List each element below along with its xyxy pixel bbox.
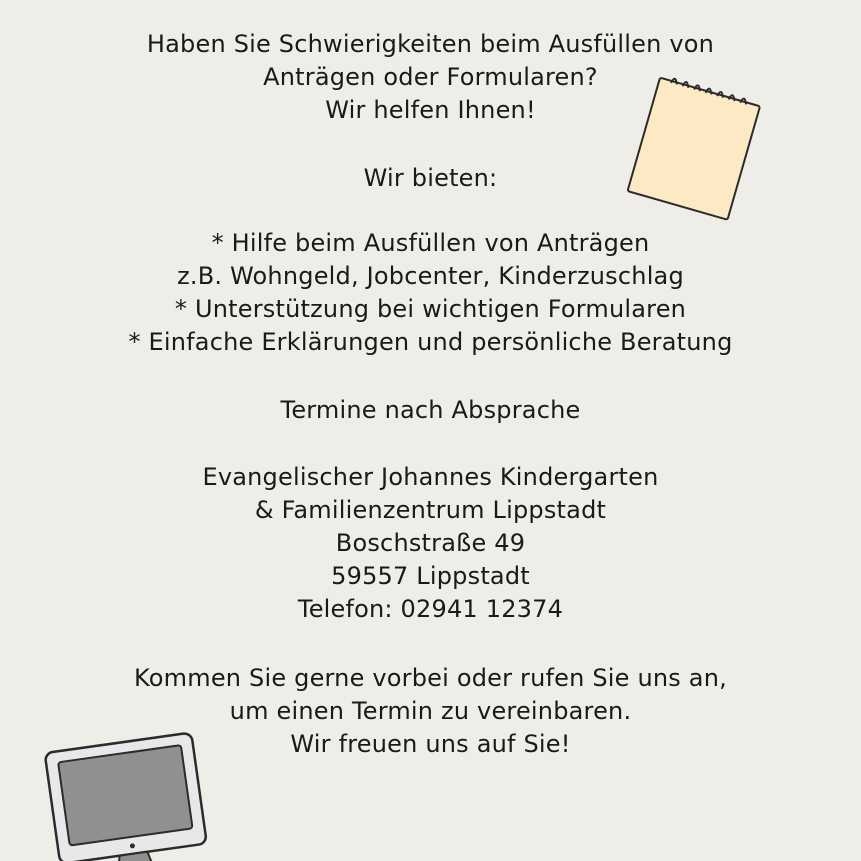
address-street: Boschstraße 49 (335, 529, 526, 557)
address-line-1: Evangelischer Johannes Kindergarten (202, 463, 659, 491)
intro-line-3: Wir helfen Ihnen! (325, 96, 536, 124)
list-item: * Unterstützung bei wichtigen Formularen (174, 295, 687, 323)
notepad-icon (620, 68, 770, 228)
list-item: * Hilfe beim Ausfüllen von Anträgen (211, 229, 650, 257)
address-line-2: & Familienzentrum Lippstadt (254, 496, 607, 524)
monitor-screen (58, 745, 192, 845)
closing-line-3: Wir freuen uns auf Sie! (290, 730, 571, 758)
offer-list (0, 227, 861, 359)
address-phone: Telefon: 02941 12374 (297, 595, 564, 623)
list-item: z.B. Wohngeld, Jobcenter, Kinderzuschlag (177, 262, 684, 290)
intro-line-2: Anträgen oder Formularen? (263, 63, 598, 91)
address-block (0, 461, 861, 626)
offer-heading: Wir bieten: (363, 164, 498, 192)
closing-line-2: um einen Termin zu vereinbaren. (229, 697, 632, 725)
list-item: * Einfache Erklärungen und persönliche Beratung (128, 328, 733, 356)
monitor-icon (38, 720, 218, 861)
notepad-paper (628, 78, 760, 220)
appointment-section (0, 394, 861, 427)
intro-line-1: Haben Sie Schwierigkeiten beim Ausfüllen von (146, 30, 715, 58)
appointment-text: Termine nach Absprache (280, 396, 581, 424)
address-city: 59557 Lippstadt (331, 562, 530, 590)
closing-line-1: Kommen Sie gerne vorbei oder rufen Sie uns an, (134, 664, 727, 692)
